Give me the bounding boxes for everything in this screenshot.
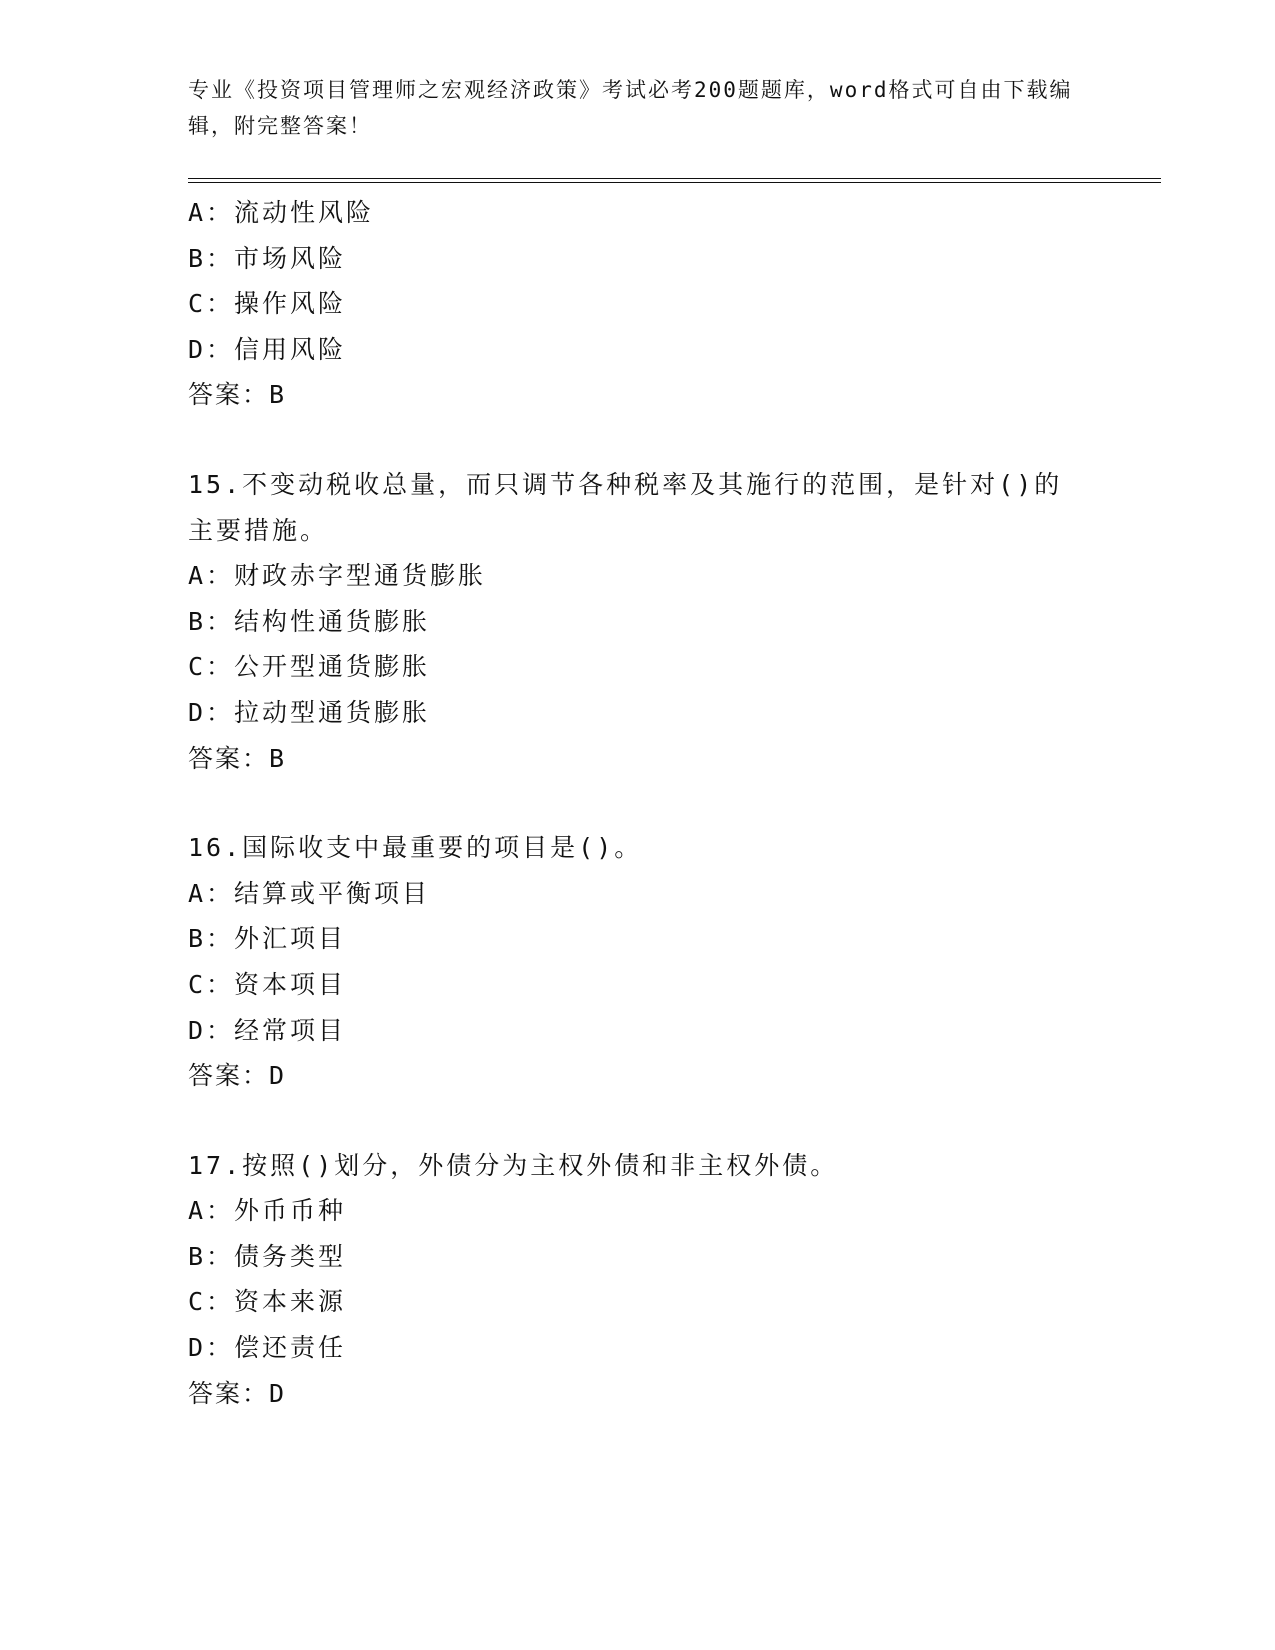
option-a: A：结算或平衡项目 bbox=[188, 878, 431, 908]
option-c: C：操作风险 bbox=[188, 289, 347, 319]
question-block-16 bbox=[188, 825, 1088, 1099]
document-header bbox=[188, 72, 1078, 144]
option-a: A：流动性风险 bbox=[188, 198, 375, 227]
answer-line: 答案：D bbox=[188, 1378, 287, 1408]
header-text: 专业《投资项目管理师之宏观经济政策》考试必考200题题库，word格式可自由下载编辑，附完整答案！ bbox=[188, 78, 1073, 138]
question-block-14 bbox=[188, 190, 1088, 418]
option-c: C：资本来源 bbox=[188, 1287, 347, 1317]
option-d: D：拉动型通货膨胀 bbox=[188, 697, 431, 727]
question-stem: 15.不变动税收总量，而只调节各种税率及其施行的范围，是针对()的 bbox=[188, 469, 1063, 499]
question-stem: 17.按照()划分，外债分为主权外债和非主权外债。 bbox=[188, 1150, 839, 1180]
option-d: D：信用风险 bbox=[188, 334, 347, 364]
option-c: C：公开型通货膨胀 bbox=[188, 652, 431, 682]
header-divider bbox=[188, 178, 1161, 183]
answer-line: 答案：B bbox=[188, 743, 287, 773]
spacer bbox=[188, 781, 1088, 825]
option-d: D：偿还责任 bbox=[188, 1333, 347, 1363]
question-block-17 bbox=[188, 1143, 1088, 1417]
answer-line: 答案：D bbox=[188, 1061, 287, 1091]
spacer bbox=[188, 1099, 1088, 1143]
option-c: C：资本项目 bbox=[188, 969, 347, 999]
question-block-15 bbox=[188, 462, 1088, 781]
option-d: D：经常项目 bbox=[188, 1015, 347, 1045]
option-b: B：结构性通货膨胀 bbox=[188, 606, 431, 636]
option-a: A：财政赤字型通货膨胀 bbox=[188, 561, 487, 591]
option-b: B：债务类型 bbox=[188, 1241, 347, 1271]
question-list bbox=[188, 190, 1088, 1416]
option-b: B：外汇项目 bbox=[188, 924, 347, 954]
option-b: B：市场风险 bbox=[188, 243, 347, 273]
answer-line: 答案：B bbox=[188, 380, 287, 410]
option-a: A：外币币种 bbox=[188, 1196, 347, 1226]
spacer bbox=[188, 418, 1088, 462]
question-stem-continued: 主要措施。 bbox=[188, 515, 329, 545]
question-stem: 16.国际收支中最重要的项目是()。 bbox=[188, 833, 643, 863]
